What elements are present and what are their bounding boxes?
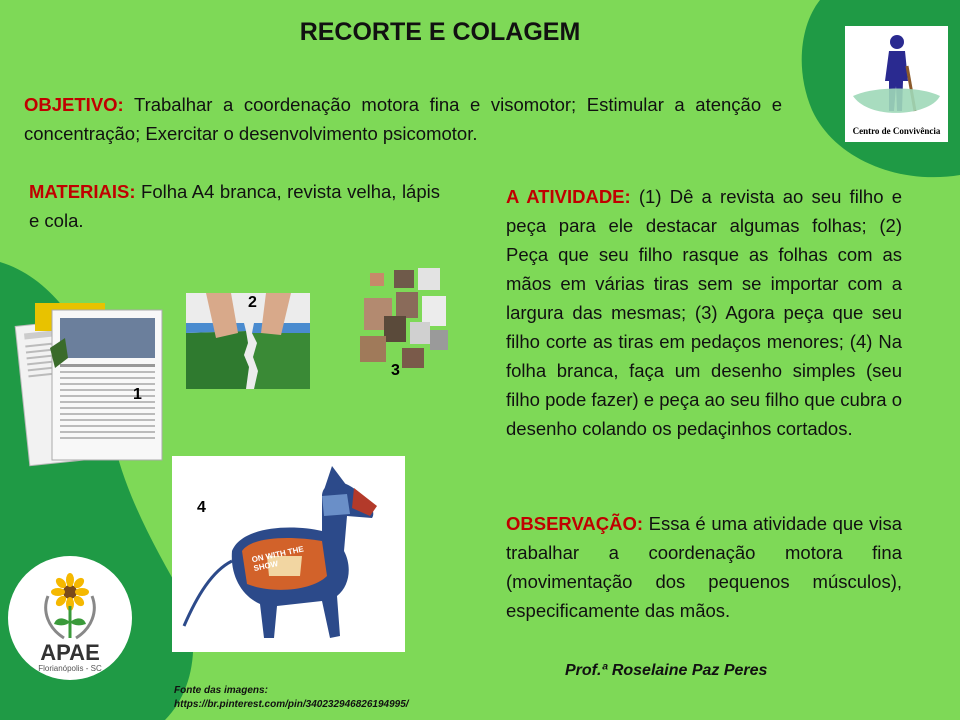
observation-paragraph (506, 509, 902, 625)
cut-pieces-image (356, 268, 452, 373)
page-title: RECORTE E COLAGEM (299, 18, 581, 46)
materials-label: MATERIAIS: (29, 181, 136, 202)
observation-label: OBSERVAÇÃO: (506, 513, 644, 534)
image-number-4: 4 (197, 499, 206, 516)
image-source (174, 684, 409, 712)
image-source-url: https://br.pinterest.com/pin/340232946826194995/ (174, 699, 409, 710)
activity-text: (1) Dê a revista ao seu filho e peça para ele destacar algumas folhas; (2) Peça que seu filho rasque as folhas com as mãos em várias tiras sem se importar com a largura das mesmas; (3) Agora peça que seu filho corte as tiras em pedaços menores; (4) Na folha branca, faça um desenho simples (seu filho pode fazer) e peça ao seu filho que cubra o desenho colando os pedaçinhos cortados. (506, 186, 902, 439)
apae-logo (8, 556, 132, 680)
apae-name: APAE (40, 640, 100, 665)
image-source-label: Fonte das imagens: (174, 685, 268, 696)
activity-label: A ATIVIDADE: (506, 186, 631, 207)
centro-convivencia-logo (845, 26, 948, 142)
image-number-1: 1 (133, 386, 142, 403)
objective-label: OBJETIVO: (24, 94, 124, 115)
image-number-2: 2 (248, 294, 257, 311)
author-signature: Prof.ª Roselaine Paz Peres (565, 662, 768, 679)
activity-paragraph (506, 182, 902, 443)
elderly-person-icon (845, 26, 948, 126)
collage-text: ON WITH THE SHOW (250, 544, 305, 574)
image-number-3: 3 (391, 362, 400, 379)
observation-text: Essa é uma atividade que visa trabalhar a coordenação motora fina (movimentação dos pequenos músculos), especificamente das mãos. (506, 513, 902, 621)
materials-paragraph (29, 177, 440, 235)
collage-dog-image (172, 456, 405, 652)
apae-city: Florianópolis - SC (38, 664, 102, 673)
centro-convivencia-caption: Centro de Convivência (852, 126, 941, 136)
objective-paragraph (24, 90, 782, 148)
materials-text: Folha A4 branca, revista velha, lápis e cola. (29, 181, 440, 231)
objective-text: Trabalhar a coordenação motora fina e visomotor; Estimular a atenção e concentração; Exercitar o desenvolvimento psicomotor. (24, 94, 782, 144)
